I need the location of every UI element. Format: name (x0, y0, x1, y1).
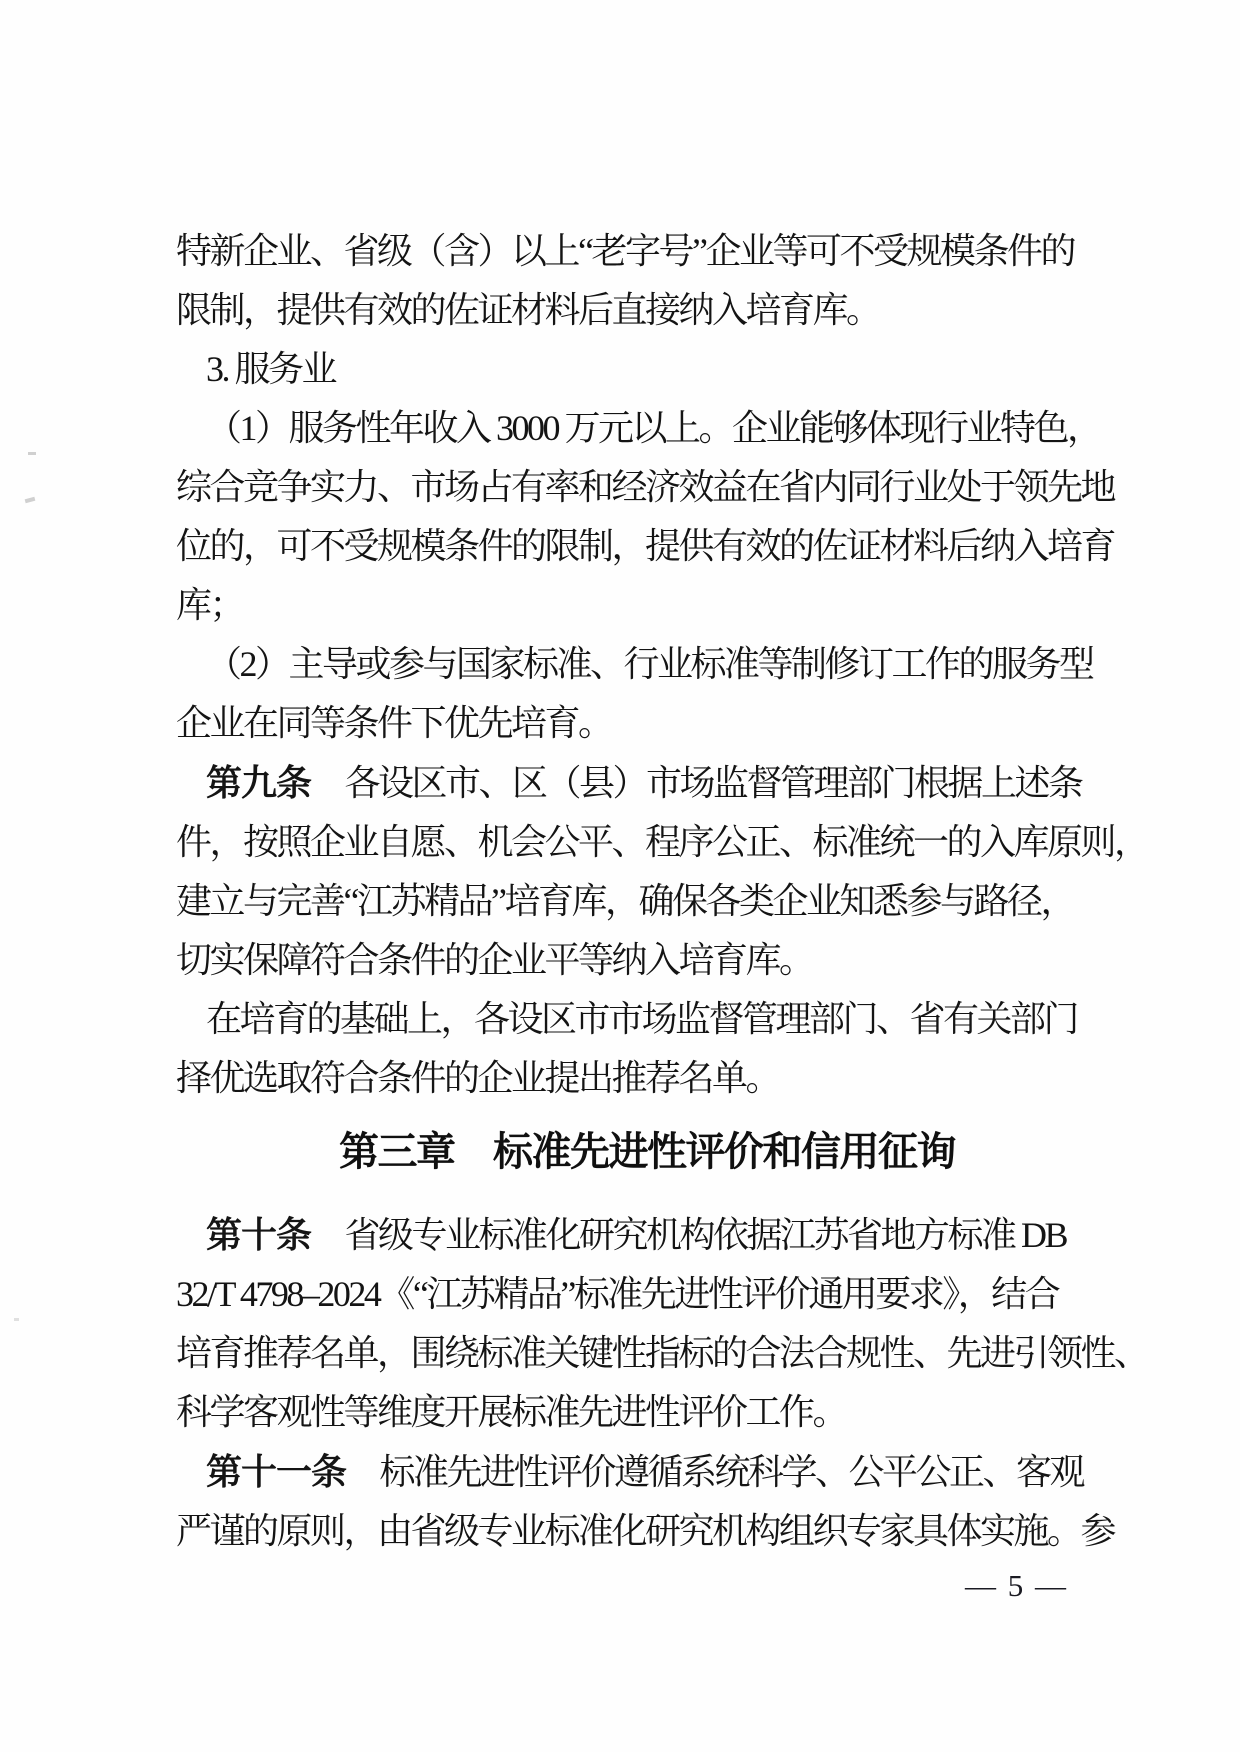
page-number: — 5 — (965, 1568, 1068, 1603)
scan-speck (14, 1318, 19, 1321)
paragraph-line: 位的，可不受规模条件的限制，提供有效的佐证材料后纳入培育 (176, 526, 1115, 566)
paragraph-line: 科学客观性等维度开展标准先进性评价工作。 (176, 1392, 847, 1432)
paragraph-line: 件，按照企业自愿、机会公平、程序公正、标准统一的入库原则， (176, 822, 1148, 862)
paragraph-line: 在培育的基础上，各设区市市场监督管理部门、省有关部门 (206, 999, 1078, 1039)
paragraph-line: 培育推荐名单，围绕标准关键性指标的合法合规性、先进引领性、 (176, 1333, 1148, 1373)
article-text: 标准先进性评价遵循系统科学、公平公正、客观 (346, 1452, 1084, 1492)
paragraph-line: 32/T 4798–2024《“江苏精品”标准先进性评价通用要求》，结合 (176, 1274, 1059, 1314)
paragraph-line: 切实保障符合条件的企业平等纳入培育库。 (176, 940, 813, 980)
paragraph-line: （1）服务性年收入 3000 万元以上。企业能够体现行业特色， (206, 408, 1101, 448)
paragraph-line: 企业在同等条件下优先培育。 (176, 703, 612, 743)
paragraph-line: 建立与完善“江苏精品”培育库，确保各类企业知悉参与路径， (176, 881, 1074, 921)
scan-speck (28, 452, 36, 455)
article-text: 各设区市、区（县）市场监督管理部门根据上述条 (311, 763, 1082, 803)
paragraph-line: 严谨的原则，由省级专业标准化研究机构组织专家具体实施。参 (176, 1511, 1115, 1551)
document-body (176, 222, 1148, 1561)
paragraph-line: 择优选取符合条件的企业提出推荐名单。 (176, 1058, 780, 1098)
list-item: 3. 服务业 (206, 349, 336, 389)
paragraph-line: 特新企业、省级（含）以上“老字号”企业等可不受规模条件的 (176, 231, 1074, 271)
article-paragraph-line (176, 1442, 1118, 1502)
paragraph-line: 综合竞争实力、市场占有率和经济效益在省内同行业处于领先地 (176, 467, 1115, 507)
article-number: 第十条 (206, 1214, 312, 1255)
scan-speck (25, 497, 36, 503)
chapter-heading: 第三章 标准先进性评价和信用征询 (339, 1130, 955, 1174)
paragraph-line: 限制，提供有效的佐证材料后直接纳入培育库。 (176, 290, 880, 330)
paragraph-line: （2）主导或参与国家标准、行业标准等制修订工作的服务型 (206, 644, 1093, 684)
article-text: 省级专业标准化研究机构依据江苏省地方标准 DB (311, 1215, 1067, 1255)
article-paragraph-line (176, 1205, 1118, 1265)
paragraph-line: 库； (176, 585, 244, 625)
article-number: 第九条 (206, 762, 312, 803)
article-paragraph-line (176, 753, 1118, 813)
article-number: 第十一条 (206, 1451, 347, 1492)
